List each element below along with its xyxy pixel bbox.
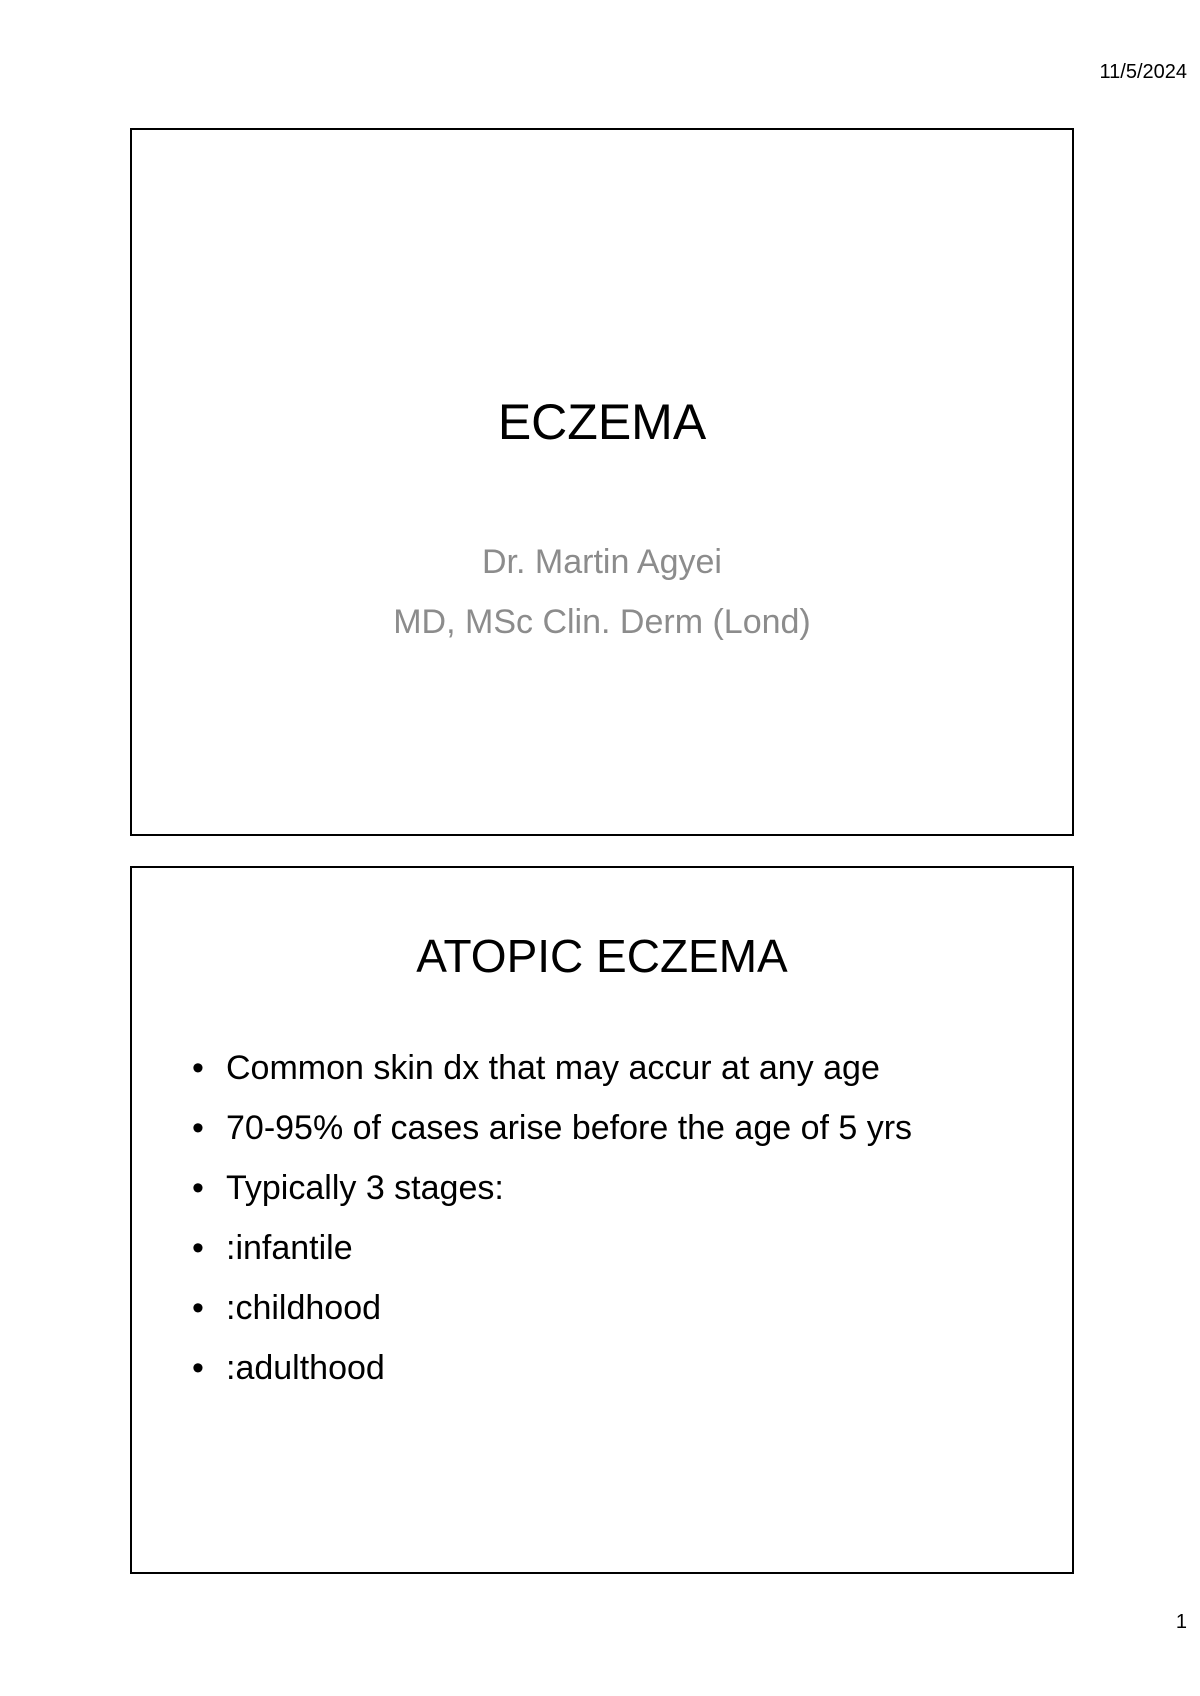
bullet-item: [188, 1278, 912, 1338]
bullet-text: :childhood: [226, 1289, 382, 1327]
page-number: 1: [1175, 1611, 1187, 1633]
bullet-item: [188, 1158, 912, 1218]
bullet-item: [188, 1098, 912, 1158]
author-name: Dr. Martin Agyei: [482, 543, 722, 581]
bullet-icon: •: [192, 1349, 204, 1387]
bullet-icon: •: [192, 1289, 204, 1327]
slide-atopic-eczema: [130, 866, 1074, 1574]
bullet-text: :adulthood: [226, 1349, 385, 1387]
bullet-item: [188, 1338, 912, 1398]
bullet-icon: •: [192, 1229, 204, 1267]
bullet-item: [188, 1218, 912, 1278]
bullet-text: Common skin dx that may accur at any age: [226, 1049, 880, 1087]
bullet-list: [188, 1038, 912, 1398]
bullet-text: :infantile: [226, 1229, 353, 1267]
page-date: 11/5/2024: [1099, 61, 1187, 83]
bullet-icon: •: [192, 1169, 204, 1207]
bullet-item: [188, 1038, 912, 1098]
author-credentials: MD, MSc Clin. Derm (Lond): [393, 603, 811, 641]
slide-2-title: ATOPIC ECZEMA: [416, 930, 788, 982]
slide-title: [130, 128, 1074, 836]
bullet-text: Typically 3 stages:: [226, 1169, 504, 1207]
slide-1-title: ECZEMA: [497, 394, 707, 450]
bullet-text: 70-95% of cases arise before the age of 5 yrs: [226, 1109, 913, 1147]
bullet-icon: •: [192, 1049, 204, 1087]
bullet-icon: •: [192, 1109, 204, 1147]
